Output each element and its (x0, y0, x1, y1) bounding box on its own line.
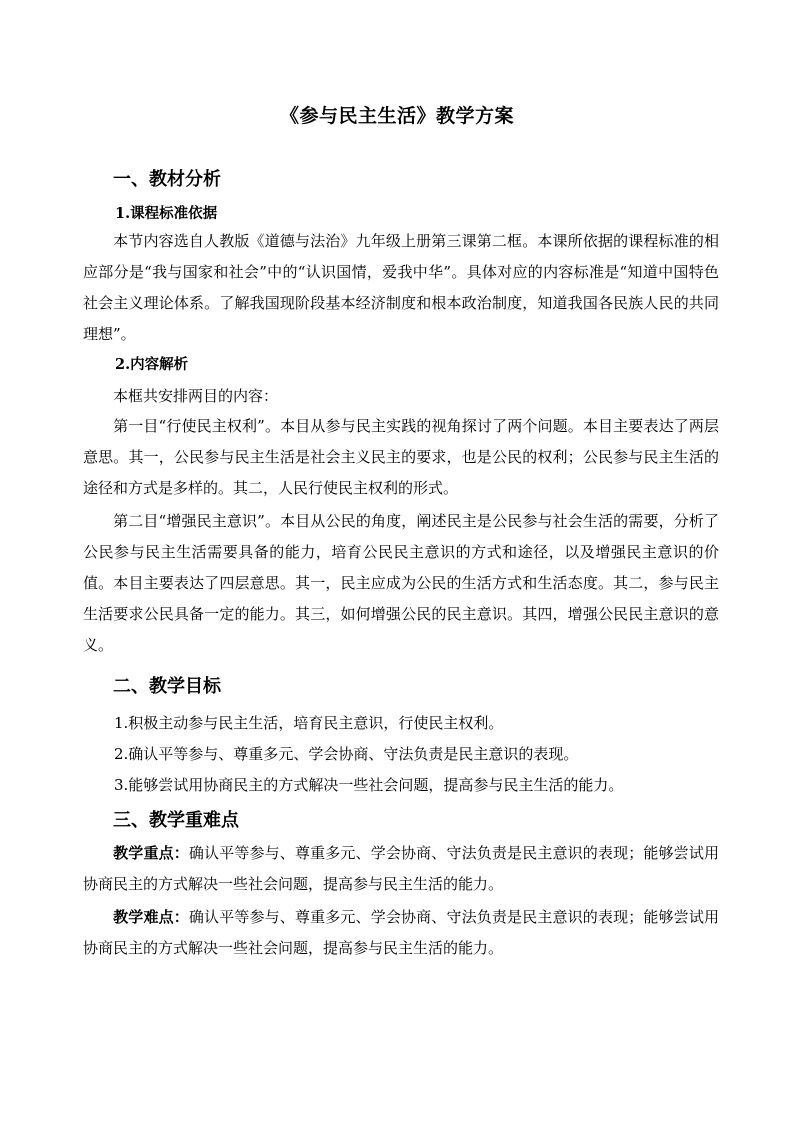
paragraph-content-intro-text: 本框共安排两目的内容： (113, 387, 279, 405)
section-heading-key-difficult-points: 三、教学重难点 (113, 810, 239, 831)
sub-heading-content-analysis: 2.内容解析 (115, 356, 189, 373)
document-title: 《参与民主生活》教学方案 (279, 105, 514, 127)
key-points-text: 确认平等参与、尊重多元、学会协商、守法负责是民主意识的表现；能够尝试用协商民主的方式解决一些社会问题，提高参与民主生活的能力。 (83, 844, 719, 893)
difficult-points-text: 确认平等参与、尊重多元、学会协商、守法负责是民主意识的表现；能够尝试用协商民主的方式解决一些社会问题，提高参与民主生活的能力。 (83, 908, 719, 957)
objective-item-3: 3.能够尝试用协商民主的方式解决一些社会问题，提高参与民主生活的能力。 (114, 776, 624, 794)
difficult-points-label: 教学难点： (113, 908, 189, 926)
paragraph-difficult-points (83, 902, 719, 964)
paragraph-first-item (83, 411, 719, 504)
paragraph-second-item-text: 第二目“增强民主意识”。本目从公民的角度，阐述民主是公民参与社会生活的需要，分析了公民参与民主生活需要具备的能力，培育公民民主意识的方式和途径，以及增强民主意识的价值。本目主要表达了四层意思。其一，民主应成为公民的生活方式和生活态度。其二，参与民主生活要求公民具备一定的能力。其三，如何增强公民的民主意识。其四，增强公民民主意识的意义。 (83, 512, 719, 654)
objective-item-2: 2.确认平等参与、尊重多元、学会协商、守法负责是民主意识的表现。 (114, 745, 579, 763)
paragraph-second-item (83, 506, 719, 661)
paragraph-content-intro (83, 381, 719, 412)
paragraph-first-item-text: 第一目“行使民主权利”。本目从参与民主实践的视角探讨了两个问题。本目主要表达了两层意思。其一，公民参与民主生活是社会主义民主的要求，也是公民的权利；公民参与民主生活的途径和方式是多样的。其二，人民行使民主权利的形式。 (83, 417, 719, 497)
paragraph-curriculum-basis-text: 本节内容选自人教版《道德与法治》九年级上册第三课第二框。本课所依据的课程标准的相应部分是“我与国家和社会”中的“认识国情，爱我中华”。具体对应的内容标准是“知道中国特色社会主义理论体系。了解我国现阶段基本经济制度和根本政治制度，知道我国各民族人民的共同理想”。 (83, 232, 719, 343)
objective-item-1: 1.积极主动参与民主生活，培育民主意识，行使民主权利。 (114, 714, 504, 732)
paragraph-key-points (83, 838, 719, 900)
paragraph-curriculum-basis (83, 226, 719, 350)
section-heading-textbook-analysis: 一、教材分析 (113, 169, 221, 190)
section-heading-teaching-objectives: 二、教学目标 (113, 676, 221, 697)
sub-heading-curriculum-basis: 1.课程标准依据 (115, 205, 218, 222)
key-points-label: 教学重点： (113, 844, 189, 862)
